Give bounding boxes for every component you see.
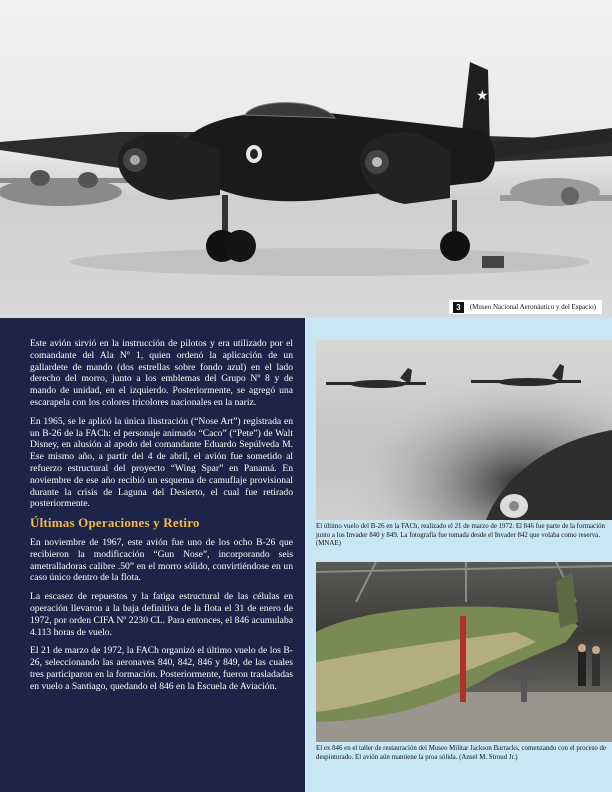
formation-flight-caption: El último vuelo del B-26 en la FACh, realizado el 21 de marzo de 1972. El 846 fue parte de la formación junto a los Invader 840 y 849. La fotografía fue tomada desde el Invader 842 que volaba como reserva. (MNAE) — [316, 523, 605, 548]
top-photo-caption — [449, 300, 602, 314]
section-heading: Últimas Operaciones y Retiro — [30, 515, 200, 531]
paragraph: En 1965, se le aplicó la única ilustración (“Nose Art”) registrada en un B-26 de la FACh: el personaje animado “Caco” (“Pete”) de Walt Disney, en alusión al apodo del comandante Eduardo Sepúlveda M. Ese mismo año, a partir del 4 de abril, el avión fue sometido al refuerzo estructural del proyecto “Wing Spar” en Panamá. En noviembre de ese año recibió un esquema de camuflaje provisional durante la crisis de Laguna del Desierto, el cual fue retirado posteriormente. — [30, 415, 293, 510]
top-photo-b26-on-ramp — [0, 0, 612, 318]
formation-flight-illustration — [316, 340, 612, 520]
figure-number-badge: 3 — [453, 302, 464, 313]
paragraph: Este avión sirvió en la instrucción de pilotos y era utilizado por el comandante del Ala Nº 1, quien ordenó la aplicación de un gallardete de mando (dos estrellas sobre fondo azul) en el lado derecho del morro, junto a los emblemas del Grupo Nº 8 y de mando de unidad, en el izquierdo. Posteriormente, se agregó una escarapela con los colores tricolores nacionales en la nariz. — [30, 338, 293, 408]
article-body — [30, 338, 293, 700]
restoration-workshop-photo — [316, 562, 612, 742]
restoration-workshop-caption: El ex 846 en el taller de restauración del Museo Militar Jackson Barracks, comenzando con el proceso de despinturado. El avión aún mantiene la proa sólida. (Ansel M. Stroud Jr.) — [316, 745, 607, 761]
paragraph: En noviembre de 1967, este avión fue uno de los ocho B-26 que recibieron la modificación “Gun Nose”, incorporando seis ametralladoras calibre .50” en el morro sólido, convirtiéndose en un caso único dentro de la flota. — [30, 536, 293, 584]
b26-aircraft-illustration — [0, 0, 612, 318]
restoration-workshop-illustration — [316, 562, 612, 742]
paragraph: La escasez de repuestos y la fatiga estructural de las células en operación llevaron a la baja definitiva de la flota el 31 de enero de 1972, por orden CIFA Nº 2230 CL. Para entonces, el 846 acumulaba 4.113 horas de vuelo. — [30, 591, 293, 638]
svg-text:★: ★ — [476, 88, 489, 104]
paragraph: El 21 de marzo de 1972, la FACh organizó el último vuelo de los B-26, seleccionando las aeronaves 840, 842, 846 y 849, de las cuales tres participaron en la formación. Posteriormente, fueron trasladadas en vuelo a Santiago, quedando el 846 en la Escuela de Aviación. — [30, 645, 293, 692]
top-photo-credit: (Museo Nacional Aeronáutico y del Espacio) — [469, 303, 596, 311]
formation-flight-photo — [316, 340, 612, 520]
